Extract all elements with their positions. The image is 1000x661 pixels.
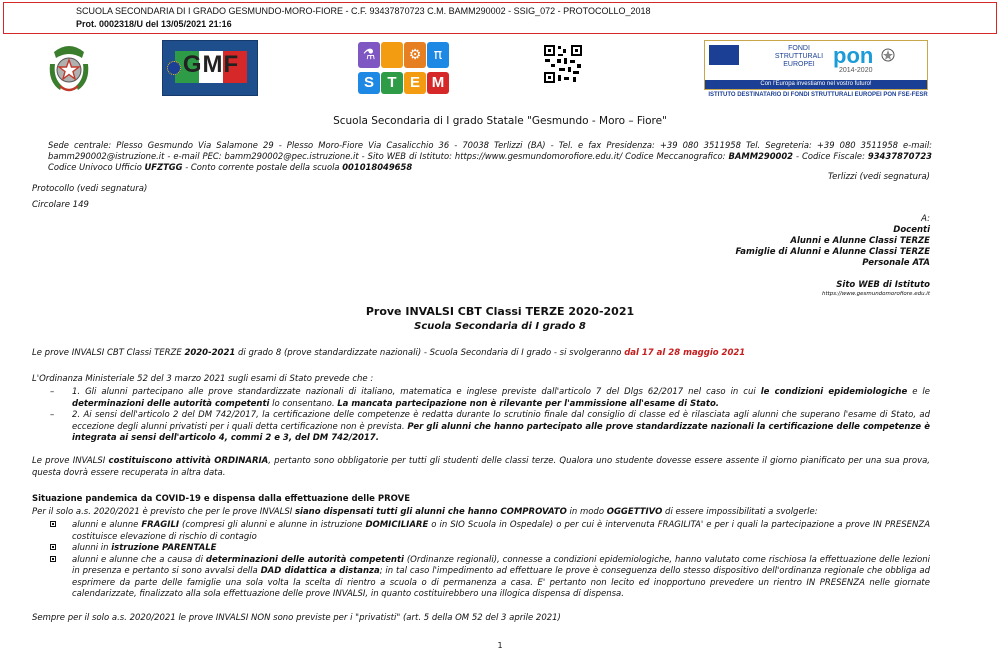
checkbox-bullet-icon [50, 521, 56, 527]
eu-flag-icon [709, 45, 739, 65]
stem-logo [358, 42, 450, 96]
gear-icon-2: ⚙ [404, 42, 426, 68]
recipient-ata: Personale ATA [862, 258, 930, 268]
document-subtitle: Scuola Secondaria di I grado 8 [414, 321, 586, 332]
pon-fse-logo [704, 40, 928, 90]
stamp-line-2: Prot. 0002318/U del 13/05/2021 21:16 [76, 19, 232, 29]
list-item: alunni in istruzione PARENTALE [32, 543, 930, 555]
list-item: alunni e alunne FRAGILI (compresi gli alunni e alunne in istruzione DOMICILIARE o in SIO Scuola in Ospedale) o per cui è intervenuta FRAGILITA' e per i quali la partecipazione a prove IN PRESENZA costituisce elevazione di rischio di contagio [32, 520, 930, 543]
covid-intro: Per il solo a.s. 2020/2021 è previsto che per le prove INVALSI siano dispensati tutti gli alunni che hanno COMPROVATO in modo OGGETTIVO di essere impossibilitati a svolgerle: [32, 507, 818, 517]
document-title: Prove INVALSI CBT Classi TERZE 2020-2021 [365, 305, 635, 318]
recipients-label: A: [921, 214, 930, 224]
place-date: Terlizzi (vedi segnatura) [828, 172, 930, 182]
pon-years: 2014-2020 [839, 67, 873, 74]
dispensation-list [32, 520, 930, 601]
protocol-reference: Protocollo (vedi segnatura) [32, 184, 148, 194]
ordinance-intro: L'Ordinanza Ministeriale 52 del 3 marzo 2021 sugli esami di Stato prevede che : [32, 374, 374, 384]
pi-icon: π [427, 42, 449, 68]
list-item: alunni e alunne che a causa di determinazioni delle autorità competenti (Ordinanze regionali), connesse a condizioni epidemiologiche, hanno valutato come rischiosa la effettuazione delle lezioni in presenza e pertanto si sono avvalsi della DAD didattica a distanza; in tal caso l'impedimento ad effettuare le prove è conseguenza dello stesso dispositivo dell'ordinanza regionale che obbliga ad esprimere da parte delle famiglie una sola volta la scelta di rientro a scuola o di permanenza a casa. E' pertanto non lecito ed inopportuno prevedere un rientro IN PRESENZA nelle giornate calendarizzate, finalizzato alla sola effettuazione delle prove INVALSI, in quanto costituirebbero una illogica dispensa di dispensa. [32, 555, 930, 601]
ordinary-activity-paragraph: Le prove INVALSI costituiscono attività ORDINARIA, pertanto sono obbligatorie per tutti gli studenti delle classi terze. Qualora uno studente dovesse essere assente il giorno pianificato per una sua prova, questa dovrà essere recuperata in altra data. [32, 456, 931, 478]
checkbox-bullet-icon [50, 544, 56, 550]
stem-letter-s: S [358, 72, 380, 94]
pon-fondi-text: FONDI STRUTTURALI EUROPEI [774, 45, 824, 68]
recipient-famiglie: Famiglie di Alunni e Alunne Classi TERZE [735, 247, 930, 257]
stamp-line-1: SCUOLA SECONDARIA DI I GRADO GESMUNDO-MORO-FIORE - C.F. 93437870723 C.M. BAMM290002 - SSIG_072 - PROTOCOLLO_2018 [76, 6, 651, 16]
school-name: Scuola Secondaria di I grado Statale "Gesmundo - Moro – Fiore" [333, 115, 667, 127]
pon-word: pon [833, 43, 874, 68]
covid-heading: Situazione pandemica da COVID-19 e dispensa dalla effettuazione delle PROVE [32, 494, 411, 504]
website-label: Sito WEB di Istituto [836, 280, 930, 290]
gmf-school-logo [162, 40, 258, 96]
qr-code-icon [543, 44, 583, 84]
logos-row [0, 40, 1000, 100]
exam-dates: dal 17 al 28 maggio 2021 [624, 348, 746, 358]
circular-number: Circolare 149 [32, 200, 89, 210]
stem-letter-m: M [427, 72, 449, 94]
letterhead-details: Sede centrale: Plesso Gesmundo Via Salamone 29 - Plesso Moro-Fiore Via Casalicchio 36 - 70038 Terlizzi (BA) - Tel. e fax Presidenza: +39 080 3511958 Tel. Segreteria: +39 080 3511958 e-mail: bamm290002@istruzione.it - e-mail PEC: bamm290002@pec.istruzione.it - Sito WEB di Istituto: https://www.gesmundomorofiore.edu.it/ Codice Meccanografico: BAMM290002 - Codice Fiscale: 93437870723 Codice Univoco Ufficio UFZTGG - Conto corrente postale della scuola 001018049658 [48, 140, 932, 172]
flask-icon: ⚗ [358, 42, 380, 68]
stem-letter-e: E [404, 72, 426, 94]
stem-letter-t: T [381, 72, 403, 94]
protocol-stamp [3, 2, 997, 34]
intro-paragraph: Le prove INVALSI CBT Classi TERZE 2020-2021 di grado 8 (prove standardizzate nazionali) - Scuola Secondaria di I grado - si svolgeranno dal 17 al 28 maggio 2021 [32, 348, 746, 358]
recipient-docenti: Docenti [893, 225, 930, 235]
list-item: – 1. Gli alunni partecipano alle prove standardizzate nazionali di italiano, matematica e inglese previste dall'articolo 7 del Dlgs 62/2017 nel caso in cui le condizioni epidemiologiche e le determinazioni delle autorità competenti lo consentano. La mancata partecipazione non è rilevante per l'ammissione all'esame di Stato. [50, 387, 930, 409]
ministry-seal-icon [881, 47, 925, 64]
checkbox-bullet-icon [50, 556, 56, 562]
website-link[interactable]: https://www.gesmundomorofiore.edu.it [822, 291, 930, 297]
gmf-logo-text: GMF [182, 51, 240, 78]
gear-icon [381, 42, 403, 68]
list-item: – 2. Ai sensi dell'articolo 2 del DM 742/2017, la certificazione delle competenze è redatta durante lo scrutinio finale dal consiglio di classe ed è rilasciata agli alunni che superano l'esame di Stato, ad eccezione degli alunni privatisti per i quali detta certificazione non è prevista. Per gli alunni che hanno partecipato alle prove standardizzate nazionali la certificazione delle competenze è integrata ai sensi dell'articolo 4, commi 2 e 3, del DM 742/2017. [50, 410, 930, 443]
ordinance-list [32, 387, 930, 445]
page-number: 1 [497, 641, 503, 650]
italian-republic-emblem-icon [46, 42, 92, 94]
pon-slogan-bar: Con l'Europa investiamo nel vostro futuro! [705, 80, 927, 89]
pon-caption: ISTITUTO DESTINATARIO DI FONDI STRUTTURALI EUROPEI PON FSE-FESR [708, 92, 928, 98]
recipient-alunni: Alunni e Alunne Classi TERZE [790, 236, 930, 246]
recipients-block [735, 214, 930, 269]
privatisti-note: Sempre per il solo a.s. 2020/2021 le prove INVALSI NON sono previste per i "privatisti" (art. 5 della OM 52 del 3 aprile 2021) [32, 613, 561, 623]
